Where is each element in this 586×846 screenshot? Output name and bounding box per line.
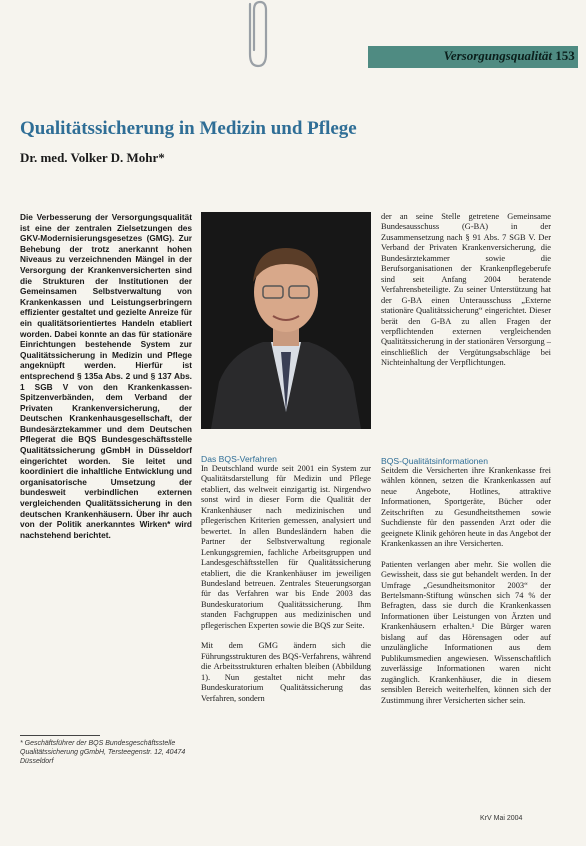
info-paragraph-1: Seitdem die Versicherten ihre Krankenkasse frei wählen können, setzen die Krankenkassen auf neue Angebote, Hotlines, attraktive Informationen, Sportgeräte, Bücher oder Zeitschriften zu Gesundheitsthemen sowie Suchdienste für den passenden Arzt oder die geeignete Klinik gehören heute in das Angebot der Krankenkassen an ihre Versicherten. bbox=[381, 466, 552, 549]
lead-column bbox=[20, 212, 192, 540]
info-section-heading: BQS-Qualitätsinformationen bbox=[381, 456, 488, 466]
gba-paragraph: der an seine Stelle getretene Gemeinsame Bundesausschuss (G-BA) in der Zusammensetzung nach § 91 Abs. 7 SGB V. Der Verband der Privaten Krankenversicherung, die Bundesärztekammer sowie die Berufsorganisationen der Krankenpflegeberufe sind seit Anfang 2004 beratende Verfahrensbeteiligte. Zu seiner Unterstützung hat der G-BA einen Unterausschuss „Externe stationäre Qualitätssicherung“ eingerichtet. Dieser berät den G-BA zu allen Fragen der verpflichtenden externen vergleichenden Qualitätssicherung in der stationären Versorgung – einschließlich der Vergütungsabschläge bei Nichteinhaltung der Verpflichtungen. bbox=[381, 212, 551, 368]
author-photo bbox=[201, 212, 371, 429]
journal-footer: KrV Mai 2004 bbox=[480, 815, 523, 822]
page-number: 153 bbox=[555, 48, 575, 63]
lead-paragraph: Die Verbesserung der Versorgungsqualität ist eine der zentralen Zielsetzungen des GKV-Modernisierungsgesetzes (GMG). Zur Behebung der trotz anerkannt hohen Niveaus zu verzeichnenden Mängel in der Versorgung der Krankenversicherten sind die Strukturen der Institutionen der Gemeinsamen Selbstverwaltung von Krankenkassen und Leistungserbringern effizienter gestaltet und gezielte Anreize für ein qualitätsorientiertes Handeln etabliert worden. Dabei konnte an das für stationäre Einrichtungen bestehende System zur Qualitätssicherung in Medizin und Pflege angeknüpft werden. Hierfür ist entsprechend § 135a Abs. 2 und § 137 Abs. 1 SGB V von den Krankenkassen-Spitzenverbänden, dem Verband der Privaten Krankenversicherung, der Deutschen Krankenhausgesellschaft, der Bundesärztekammer und dem Deutschen Pflegerat die BQS Bundesgeschäftsstelle Qualitätssicherung gGmbH in Düsseldorf eingerichtet worden. Sie leitet und koordiniert die inhaltliche Entwicklung und organisatorische Umsetzung der bundesweit verbindlichen externen vergleichenden Qualitätssicherung in den deutschen Krankenhäusern. Über ihr auch von der Politik anerkanntes Wirken* wird nachstehend berichtet. bbox=[20, 212, 192, 540]
info-paragraph-2: Patienten verlangen aber mehr. Sie wollen die Gewissheit, dass sie gut behandelt werden. In der Umfrage „Gesundheitsmonitor 2003“ der Bertelsmann-Stiftung wünschen sich 74 % der Befragten, dass sie durch die Krankenkassen Informationen über Leistungen von Ärzten und Krankenhäusern erhalten.¹ Die Bürger waren bislang auf das Hörensagen oder auf unzulängliche Informationen aus dem Publikumsmedien angewiesen. Wissenschaftlich zuverlässige Informationen waren nicht zugänglich. Krankenhäuser, die in diesem sensiblen Bereich weiterhelfen, können sich der Zustimmung ihrer Versicherten sicher sein. bbox=[381, 559, 551, 705]
article-author: Dr. med. Volker D. Mohr* bbox=[20, 150, 165, 165]
section-header-title: Versorgungsqualität bbox=[443, 48, 552, 63]
bqs-paragraph-1: In Deutschland wurde seit 2001 ein System zur Qualitätsdarstellung für Medizin und Pflege etabliert, das weltweit einzigartig ist. Nirgendwo sonst wird in dieser Form die Qualität der Krankenhäuser nach medizinischen und pflegerischen Kriterien gemessen, analysiert und bewertet. In allen Bundesländern haben die Partner der Selbstverwaltung regionale Lenkungsgremien, fachliche Arbeitsgruppen und Landesgeschäftsstellen für Qualitätssicherung etabliert, die die Krankenhäuser im jeweiligen Bundesland betreuen. Zentrales Steuerungsorgan für das Verfahren war bis Ende 2003 das Bundeskuratorium Qualitätssicherung. Ihm standen Fachgruppen aus medizinischen und pflegerischen Experten sowie die BQS zur Seite. bbox=[201, 464, 371, 630]
paperclip-icon bbox=[238, 0, 272, 70]
bqs-paragraph-2: Mit dem GMG ändern sich die Führungsstrukturen des BQS-Verfahrens, während die Arbeitsstrukturen erhalten bleiben (Abbildung 1). Nun gestaltet nicht mehr das Bundeskuratorium Qualitätssicherung das Verfahren, sondern bbox=[201, 641, 371, 703]
footnote-divider bbox=[20, 735, 100, 736]
bqs-section-heading: Das BQS-Verfahren bbox=[201, 454, 277, 464]
right-column-bottom bbox=[381, 456, 551, 706]
right-column-top bbox=[381, 212, 551, 369]
footnote: * Geschäftsführer der BQS Bundesgeschäftsstelle Qualitätssicherung gGmbH, Tersteegenstr. 12, 40474 Düsseldorf bbox=[20, 740, 186, 765]
article-title: Qualitätssicherung in Medizin und Pflege bbox=[20, 118, 357, 139]
bqs-column bbox=[201, 454, 371, 704]
